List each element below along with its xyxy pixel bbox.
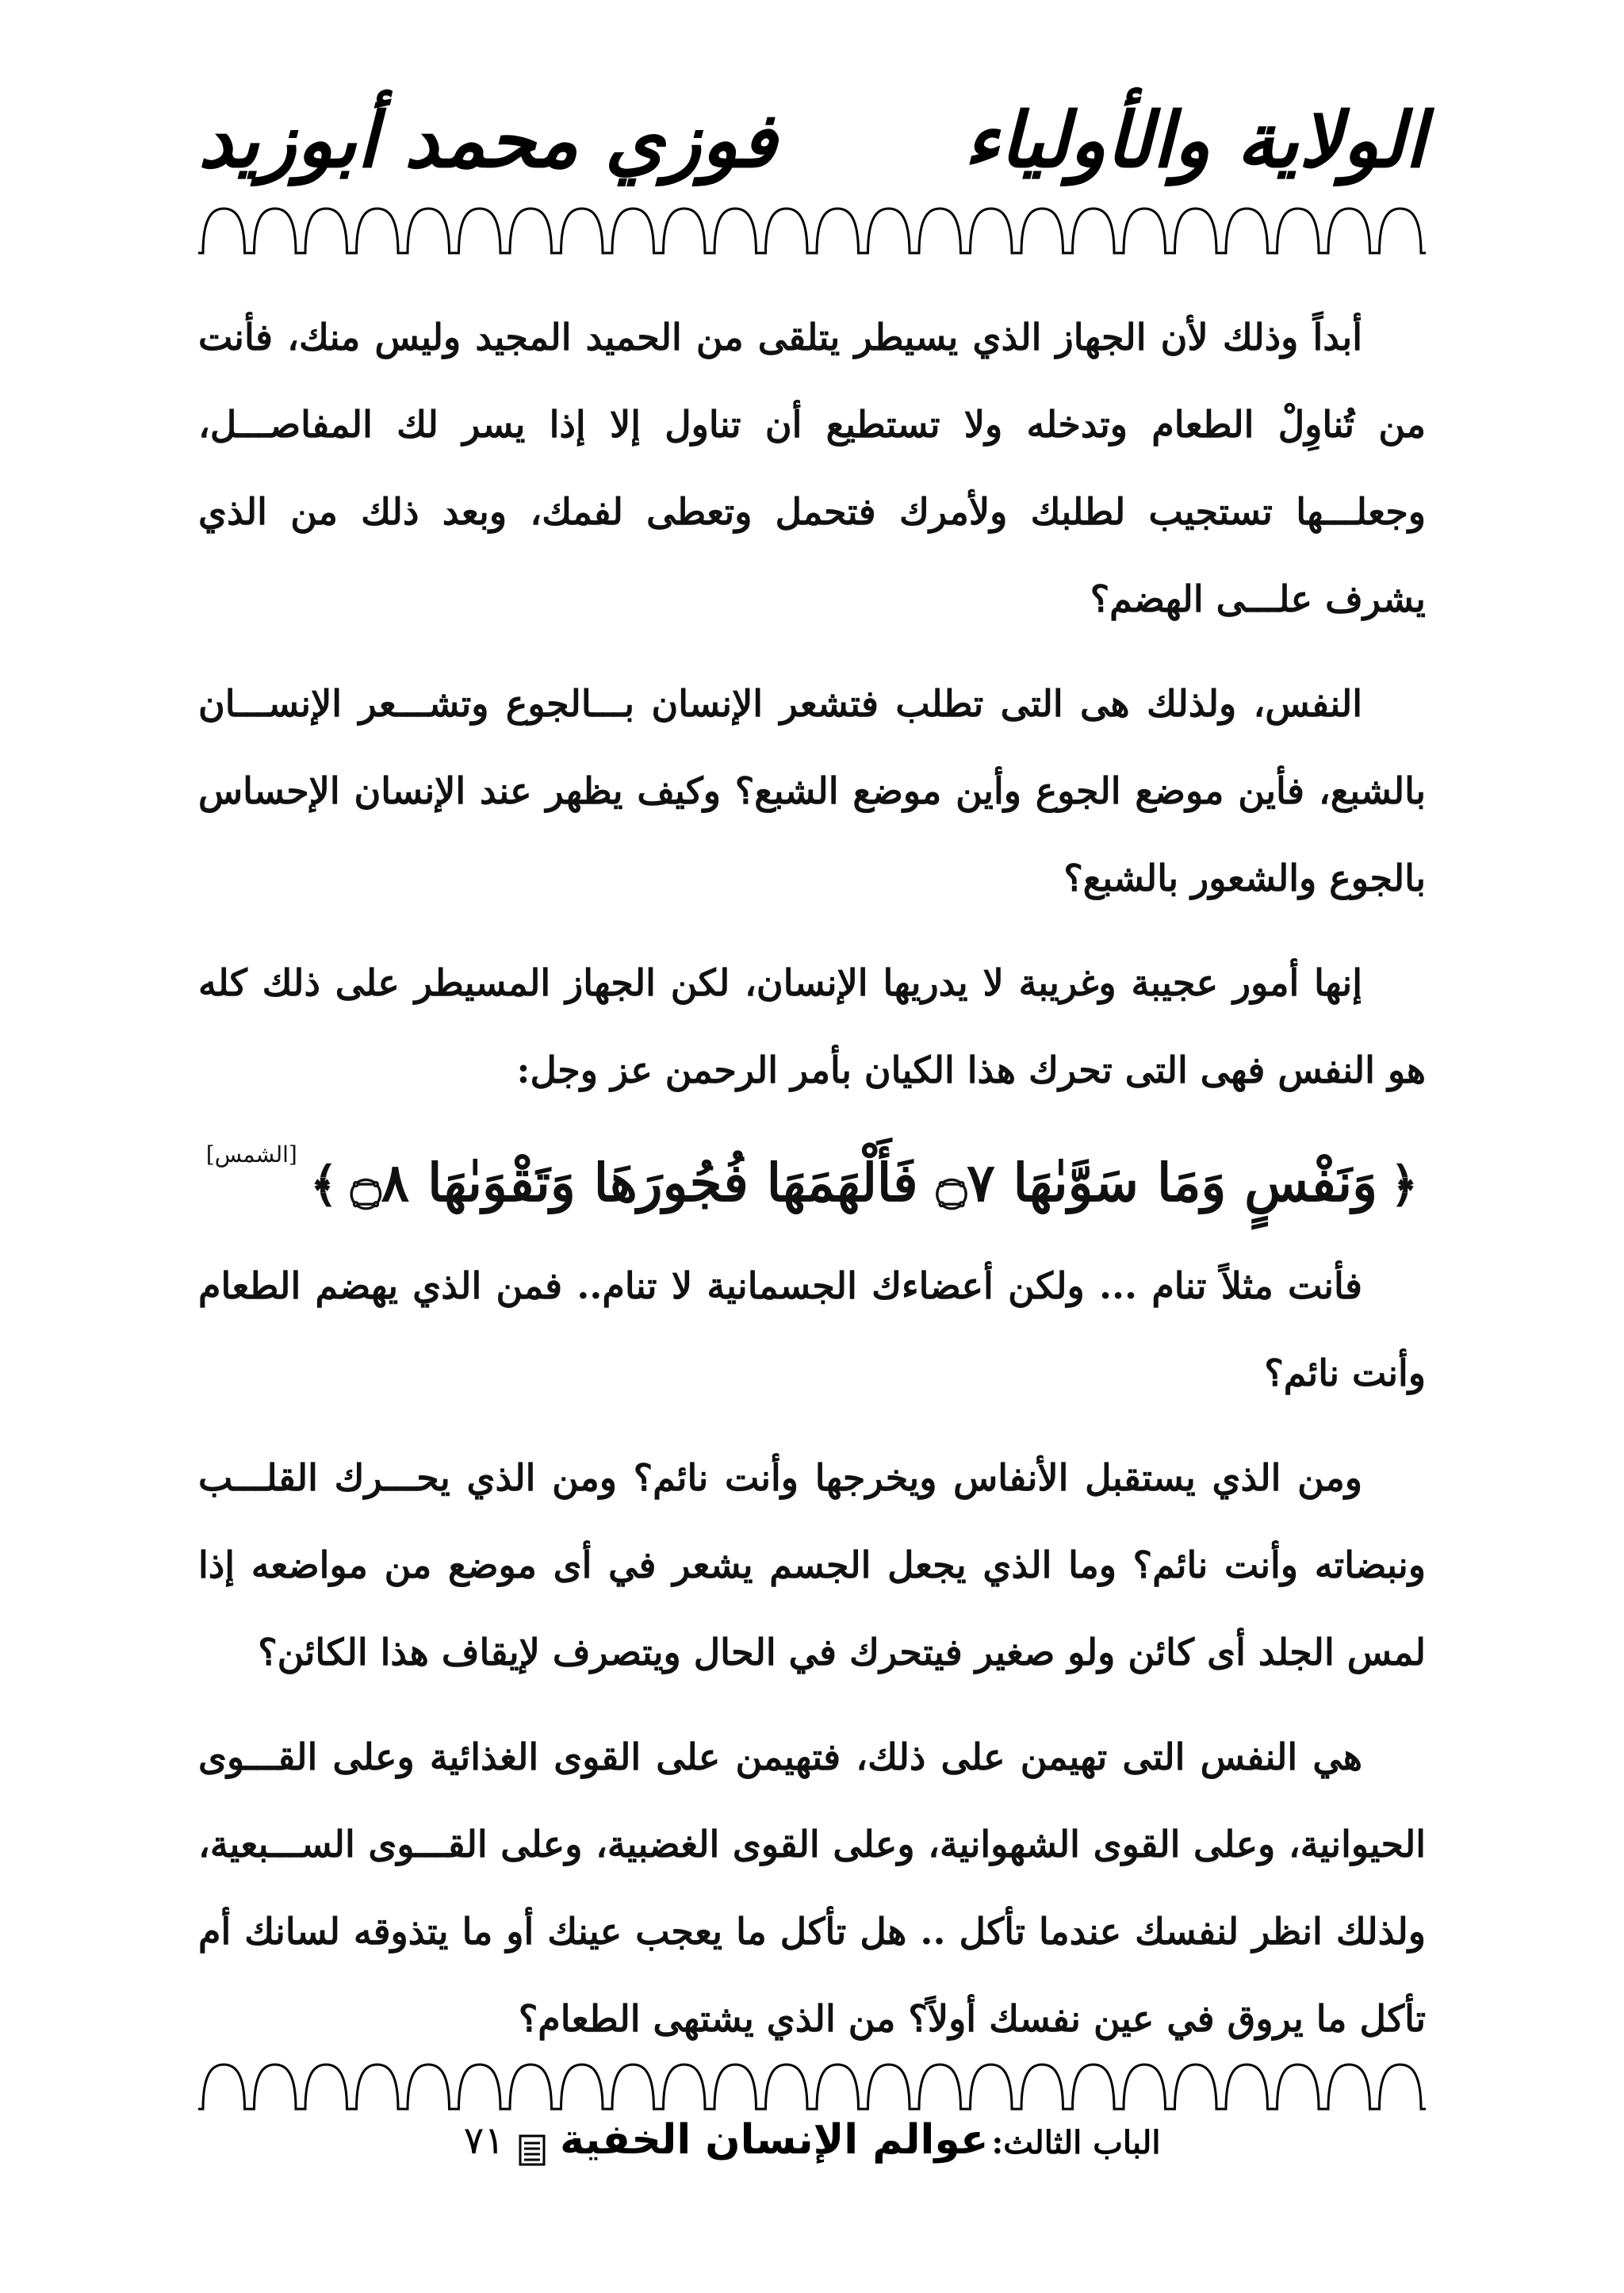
- book-title: الولاية والأولياء: [963, 95, 1426, 185]
- verse-reference: [الشمس]: [205, 1141, 297, 1168]
- arch-pattern: [198, 209, 1426, 253]
- paragraph-3: إنها أمور عجيبة وغريبة لا يدريها الإنسان، لكن الجهاز المسيطر على ذلك كله هو النفس فهى التى تحرك هذا الكيان بأمر الرحمن عز وجل:: [198, 961, 1426, 1091]
- paragraph-4: فأنت مثلاً تنام ... ولكن أعضاءك الجسمانية لا تنام.. فمن الذي يهضم الطعام وأنت نائم؟: [198, 1264, 1426, 1394]
- footer-title: عوالم الإنسان الخفية: [560, 2116, 989, 2164]
- bottom-decorative-border: [198, 2058, 1426, 2114]
- author-name: فوزي محمد أبوزيد: [198, 95, 777, 185]
- verse-close-bracket: ﴾: [309, 1157, 338, 1213]
- paragraph-1: أبداً وذلك لأن الجهاز الذي يسيطر يتلقى من الحميد المجيد وليس منك، فأنت من تُناوِلْ الطعام وتدخله ولا تستطيع أن تناول إلا إذا يسر لك المفاصـــل، وجعلـــها تستجيب لطلبك ولأمرك فتحمل وتعطى لفمك، وبعد ذلك من الذي يشرف علـــى الهضم؟: [198, 316, 1426, 620]
- verse-open-bracket: ﴿: [1390, 1157, 1419, 1213]
- paragraph-5: ومن الذي يستقبل الأنفاس ويخرجها وأنت نائم؟ ومن الذي يحـــرك القلـــب ونبضاته وأنت نائم؟ وما الذي يجعل الجسم يشعر في أى موضع من مواضعه إذا لمس الجلد أى كائن ولو صغير فيتحرك في الحال ويتصرف لإيقاف هذا الكائن؟: [198, 1456, 1426, 1674]
- page-footer: [0, 2116, 1624, 2166]
- page-number: ٧١: [463, 2119, 505, 2163]
- page-header: [198, 95, 1426, 214]
- verse-text: وَنَفْسٍ وَمَا سَوَّىٰهَا ۝٧ فَأَلْهَمَهَا فُجُورَهَا وَتَقْوَىٰهَا ۝٨: [350, 1152, 1378, 1214]
- paragraph-6: هي النفس التى تهيمن على ذلك، فتهيمن على القوى الغذائية وعلى القـــوى الحيوانية، وعلى القوى الشهوانية، وعلى القوى الغضبية، وعلى القـــوى الســـبعية، ولذلك انظر لنفسك عندما تأكل .. هل تأكل ما يعجب عينك أو ما يتذوقه لسانك أم تأكل ما يروق في عين نفسك أولاً؟ من الذي يشتهى الطعام؟: [198, 1735, 1426, 2040]
- paragraph-2: النفس، ولذلك هى التى تطلب فتشعر الإنسان بـــالجوع وتشـــعر الإنســـان بالشبع، فأين موضع الجوع وأين موضع الشبع؟ وكيف يظهر عند الإنسان الإحساس بالجوع والشعور بالشبع؟: [198, 682, 1426, 899]
- top-decorative-border: [198, 202, 1426, 258]
- page-body: [198, 293, 1426, 2080]
- footer-chapter: الباب الثالث:: [991, 2124, 1161, 2161]
- quran-verse: [198, 1131, 1426, 1234]
- page-icon: [519, 2134, 546, 2166]
- arch-pattern: [198, 2065, 1426, 2109]
